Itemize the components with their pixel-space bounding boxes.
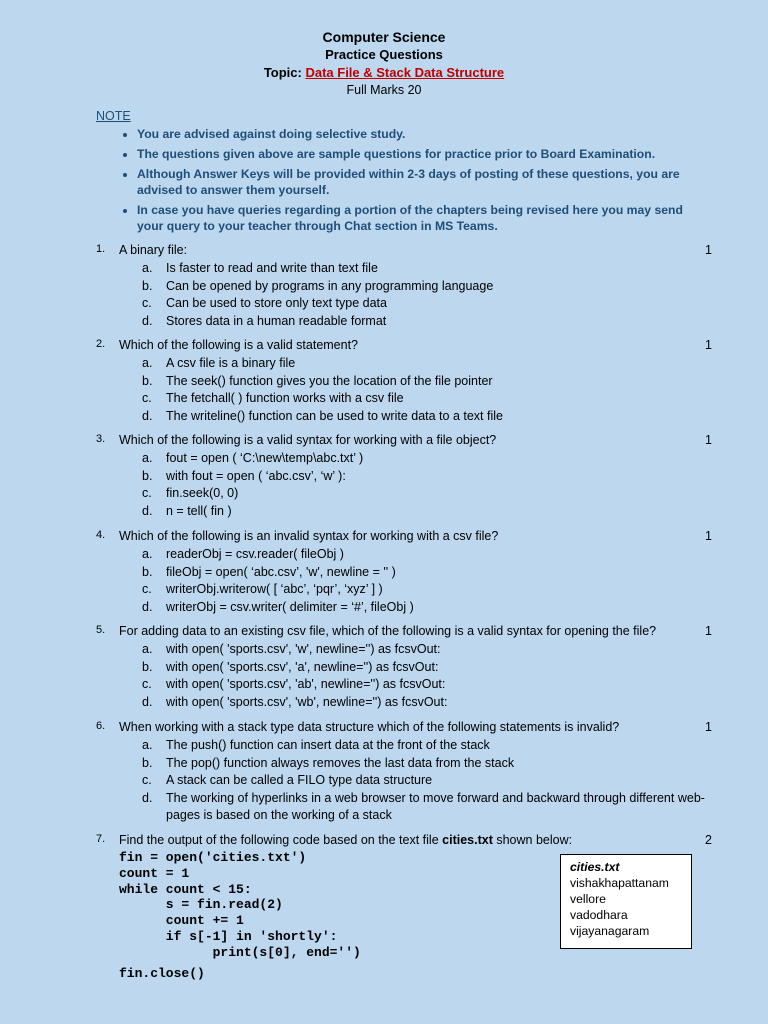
- question-number: 3.: [96, 433, 106, 445]
- question-number: 1.: [96, 243, 106, 255]
- option: [142, 373, 712, 391]
- option-text: with open( 'sports.csv', 'ab', newline='') as fcsvOut:: [166, 677, 446, 692]
- option-letter: c.: [142, 486, 152, 501]
- option: [142, 355, 712, 373]
- question-marks: 1: [705, 624, 712, 638]
- option-list: [142, 641, 712, 711]
- topic-label: Topic:: [263, 65, 306, 80]
- option-letter: b.: [142, 468, 153, 483]
- option-text: fin.seek(0, 0): [166, 486, 239, 501]
- option: [142, 581, 712, 599]
- option-text: The writeline() function can be used to write data to a text file: [166, 408, 503, 423]
- option-text: writerObj.writerow( [ ‘abc’, ‘pqr’, ‘xyz’ ] ): [166, 582, 383, 597]
- option: [142, 503, 712, 521]
- note-item: • Although Answer Keys will be provided within 2-3 days of posting of these questions, you are advised to answer them yourself.: [137, 166, 706, 198]
- question-text: Which of the following is an invalid syntax for working with a csv file?: [119, 529, 499, 543]
- option-letter: b.: [142, 564, 153, 579]
- option-letter: a.: [142, 451, 153, 465]
- file-line: vadodhara: [570, 908, 628, 922]
- option-list: [142, 737, 712, 825]
- question-text: Which of the following is a valid syntax for working with a file object?: [119, 433, 497, 447]
- file-contents-box: [560, 854, 692, 949]
- option-text: with fout = open ( ‘abc.csv’, ‘w’ ):: [166, 468, 346, 483]
- note-list: [96, 126, 706, 234]
- option-text: fout = open ( ‘C:\new\temp\abc.txt’ ): [166, 451, 364, 465]
- full-marks: Full Marks 20: [346, 83, 422, 97]
- option: [142, 313, 712, 331]
- option-letter: d.: [142, 694, 153, 709]
- option-letter: b.: [142, 755, 153, 770]
- option-text: with open( 'sports.csv', 'w', newline='') as fcsvOut:: [166, 642, 441, 656]
- option-letter: a.: [142, 356, 153, 370]
- question-text: When working with a stack type data structure which of the following statements is invalid?: [119, 720, 620, 734]
- question-number: 7.: [96, 833, 106, 845]
- option-text: The pop() function always removes the last data from the stack: [166, 755, 515, 770]
- option-text: readerObj = csv.reader( fileObj ): [166, 547, 344, 561]
- option-letter: a.: [142, 738, 153, 752]
- option: [142, 564, 712, 582]
- option: [142, 772, 712, 790]
- option-letter: b.: [142, 278, 153, 293]
- option-letter: c.: [142, 582, 152, 597]
- question-text: For adding data to an existing csv file, which of the following is a valid syntax for opening the file?: [119, 624, 657, 638]
- note-item: • You are advised against doing selective study.: [137, 126, 706, 142]
- option-text: with open( 'sports.csv', 'a', newline='') as fcsvOut:: [166, 659, 439, 674]
- question-number: 5.: [96, 624, 106, 636]
- option-letter: d.: [142, 408, 153, 423]
- option-letter: c.: [142, 773, 152, 788]
- option-letter: c.: [142, 677, 152, 692]
- question-marks: 1: [705, 529, 712, 543]
- option: [142, 790, 712, 825]
- topic-name: Data File & Stack Data Structure: [305, 65, 505, 80]
- question-text: [119, 832, 572, 849]
- option-text: n = tell( fin ): [166, 503, 232, 518]
- document-title: Computer Science: [322, 29, 446, 45]
- question-number: 6.: [96, 720, 106, 732]
- question-text: Which of the following is a valid statement?: [119, 338, 359, 352]
- option-letter: b.: [142, 373, 153, 388]
- option: [142, 260, 712, 278]
- code-block: fin = open('cities.txt') count = 1 while count < 15: s = fin.read(2) count += 1 if s[-1] in 'shortly': print(s[0], end=''): [119, 850, 361, 960]
- option-list: [142, 450, 712, 520]
- option: [142, 676, 712, 694]
- question-number: 4.: [96, 529, 106, 541]
- option-letter: c.: [142, 391, 152, 406]
- document-header: [0, 0, 768, 99]
- option-letter: d.: [142, 503, 153, 518]
- option-text: A stack can be called a FILO type data structure: [166, 773, 433, 788]
- option-list: [142, 355, 712, 425]
- option: [142, 295, 712, 313]
- option: [142, 390, 712, 408]
- option-text: Is faster to read and write than text file: [166, 261, 378, 275]
- option: [142, 641, 712, 659]
- file-line: vijayanagaram: [570, 924, 650, 938]
- question-filename: cities.txt: [442, 833, 493, 847]
- note-label: NOTE: [96, 109, 131, 123]
- option-letter: b.: [142, 659, 153, 674]
- option-letter: d.: [142, 790, 153, 805]
- option-letter: a.: [142, 547, 153, 561]
- option-text: The fetchall( ) function works with a csv file: [166, 391, 404, 406]
- option: [142, 737, 712, 755]
- option: [142, 485, 712, 503]
- file-box-title: cities.txt: [570, 860, 620, 874]
- option-letter: d.: [142, 313, 153, 328]
- question-marks: 1: [705, 243, 712, 257]
- file-line: vellore: [570, 892, 606, 906]
- option-list: [142, 546, 712, 616]
- question-text-after: shown below:: [492, 833, 573, 847]
- option-text: fileObj = open( ‘abc.csv’, 'w', newline = '' ): [166, 564, 396, 579]
- option-text: Can be used to store only text type data: [166, 296, 387, 311]
- option: [142, 659, 712, 677]
- file-line: vishakhapattanam: [570, 876, 669, 890]
- option: [142, 278, 712, 296]
- option: [142, 694, 712, 712]
- option-letter: d.: [142, 599, 153, 614]
- option-text: Stores data in a human readable format: [166, 313, 387, 328]
- option: [142, 408, 712, 426]
- code-close-line: fin.close(): [119, 966, 205, 981]
- option-text: Can be opened by programs in any programming language: [166, 278, 494, 293]
- option-text: The seek() function gives you the location of the file pointer: [166, 373, 493, 388]
- note-item: • In case you have queries regarding a portion of the chapters being revised here you may send your query to your teacher through Chat section in MS Teams.: [137, 202, 706, 234]
- question-marks: 1: [705, 720, 712, 734]
- option-list: [142, 260, 712, 330]
- option-letter: a.: [142, 642, 153, 656]
- option-text: writerObj = csv.writer( delimiter = ‘#’, fileObj ): [166, 599, 414, 614]
- note-section: [96, 108, 706, 238]
- question-marks: 2: [705, 833, 712, 847]
- option-text: The working of hyperlinks in a web browser to move forward and backward through different web-pages is based on the working of a stack: [166, 790, 705, 823]
- option: [142, 599, 712, 617]
- option: [142, 468, 712, 486]
- option-text: A csv file is a binary file: [166, 356, 296, 370]
- question-number: 2.: [96, 338, 106, 350]
- question-text-before: Find the output of the following code based on the text file: [119, 833, 443, 847]
- document-topic: [0, 64, 768, 82]
- option: [142, 755, 712, 773]
- note-item: • The questions given above are sample questions for practice prior to Board Examination.: [137, 146, 706, 162]
- option-letter: a.: [142, 261, 153, 275]
- question-marks: 1: [705, 338, 712, 352]
- option: [142, 546, 712, 564]
- option: [142, 450, 712, 468]
- question-marks: 1: [705, 433, 712, 447]
- document-subtitle: Practice Questions: [325, 47, 443, 62]
- question-text: A binary file:: [119, 243, 188, 257]
- option-letter: c.: [142, 296, 152, 311]
- option-text: with open( 'sports.csv', 'wb', newline='') as fcsvOut:: [166, 694, 448, 709]
- option-text: The push() function can insert data at the front of the stack: [166, 738, 490, 752]
